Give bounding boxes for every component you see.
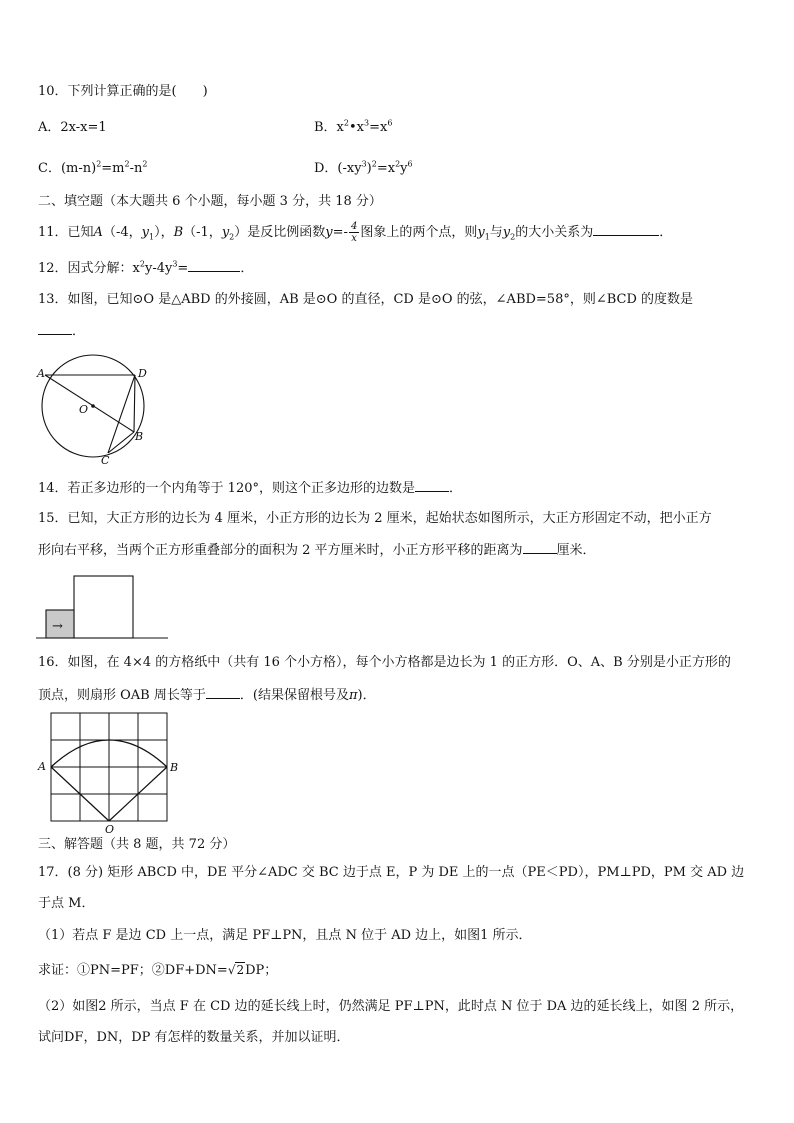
q13-answer-line: ．: [38, 322, 85, 341]
fraction: $\frac{4}{x}$: [350, 221, 358, 244]
label-a: A: [37, 367, 45, 380]
answer-blank[interactable]: [593, 223, 659, 236]
q13-circle-figure: [34, 350, 154, 468]
answer-blank[interactable]: [188, 259, 240, 272]
grid-lines: [51, 713, 167, 821]
q12-text: 12．因式分解：$x^2y-4y^3=$ ．: [38, 259, 254, 276]
q17-line-2: 于点 M．: [38, 896, 95, 911]
section-2-heading: 二、填空题（本大题共 6 个小题，每小题 3 分，共 18 分）: [38, 194, 382, 209]
q17-part-1: （1）若点 F 是边 CD 上一点，满足 PF⊥PN，且点 N 位于 AD 边上，如图1 所示．: [38, 928, 532, 943]
q10-stem: 10．下列计算正确的是( ): [38, 84, 208, 99]
label-o: O: [105, 823, 115, 836]
q14-text: 14．若正多边形的一个内角等于 120°，则这个正多边形的边数是 ．: [38, 481, 463, 496]
q15-line-1: 15．已知，大正方形的边长为 4 厘米，小正方形的边长为 2 厘米，起始状态如图所示，大正方形固定不动，把小正方: [38, 511, 712, 526]
q13-text: 13．如图，已知⊙O 是△ABD 的外接圆，AB 是⊙O 的直径，CD 是⊙O 的弦，∠ABD=58°，则∠BCD 的度数是: [38, 292, 694, 307]
center-dot: [91, 404, 95, 408]
q16-grid-figure: [36, 710, 179, 836]
diameter-ab: [45, 375, 134, 432]
chord-cd: [108, 375, 135, 453]
q16-line-2: 顶点，则扇形 OAB 周长等于 ．(结果保留根号及π)．: [38, 688, 376, 703]
q10-option-d: D．$(-xy^3)^2=x^2y^6$: [314, 159, 413, 176]
answer-blank[interactable]: [38, 322, 72, 335]
q15-squares-figure: [36, 573, 170, 641]
q17-part-2-line-1: （2）如图2 所示，当点 F 在 CD 边的延长线上时，仍然满足 PF⊥PN，此时点 N 位于 DA 边的延长线上，如图 2 所示，: [38, 999, 744, 1014]
answer-blank[interactable]: [206, 686, 240, 699]
q17-line-1: 17．(8 分) 矩形 ABCD 中，DE 平分∠ADC 交 BC 边于点 E，P 为 DE 上的一点（PE＜PD），PM⊥PD，PM 交 AD 边: [38, 865, 745, 880]
sqrt-symbol: √2: [227, 963, 245, 977]
q10-option-b: B．$x^2•x^3=x^6$: [314, 118, 393, 135]
answer-blank[interactable]: [415, 479, 449, 492]
q15-line-2: 形向右平移，当两个正方形重叠部分的面积为 2 平方厘米时，小正方形平移的距离为 厘米．: [38, 543, 596, 558]
q17-part-2-line-2: 试问DF，DN，DP 有怎样的数量关系，并加以证明．: [38, 1030, 350, 1045]
section-3-heading: 三、解答题（共 8 题，共 72 分）: [38, 837, 236, 852]
label-o: O: [79, 403, 89, 416]
arrow-icon: →: [52, 619, 63, 634]
chord-bd: [134, 375, 135, 432]
q17-proof: 求证：①PN=PF；②DF+DN=√2DP；: [38, 963, 278, 978]
q10-option-c: C．$(m-n)^2=m^2-n^2$: [38, 159, 148, 176]
answer-blank[interactable]: [523, 541, 557, 554]
label-a: A: [38, 760, 46, 773]
label-b: B: [135, 430, 144, 443]
q16-line-1: 16．如图，在 4×4 的方格纸中（共有 16 个小方格），每个小方格都是边长为 1 的正方形．O、A、B 分别是小正方形的: [38, 655, 731, 670]
q10-option-a: A．2x-x=1: [38, 120, 107, 135]
large-square: [74, 576, 133, 638]
q11-text: 11．已知A（-4，$y_1$），B（-1，$y_2$）是反比例函数y=- $\frac{4}{x}$ 图象上的两个点，则$y_1$与$y_2$的大小关系为 ．: [38, 221, 673, 244]
label-b: B: [170, 761, 179, 774]
label-d: D: [138, 367, 147, 380]
label-c: C: [101, 454, 110, 467]
